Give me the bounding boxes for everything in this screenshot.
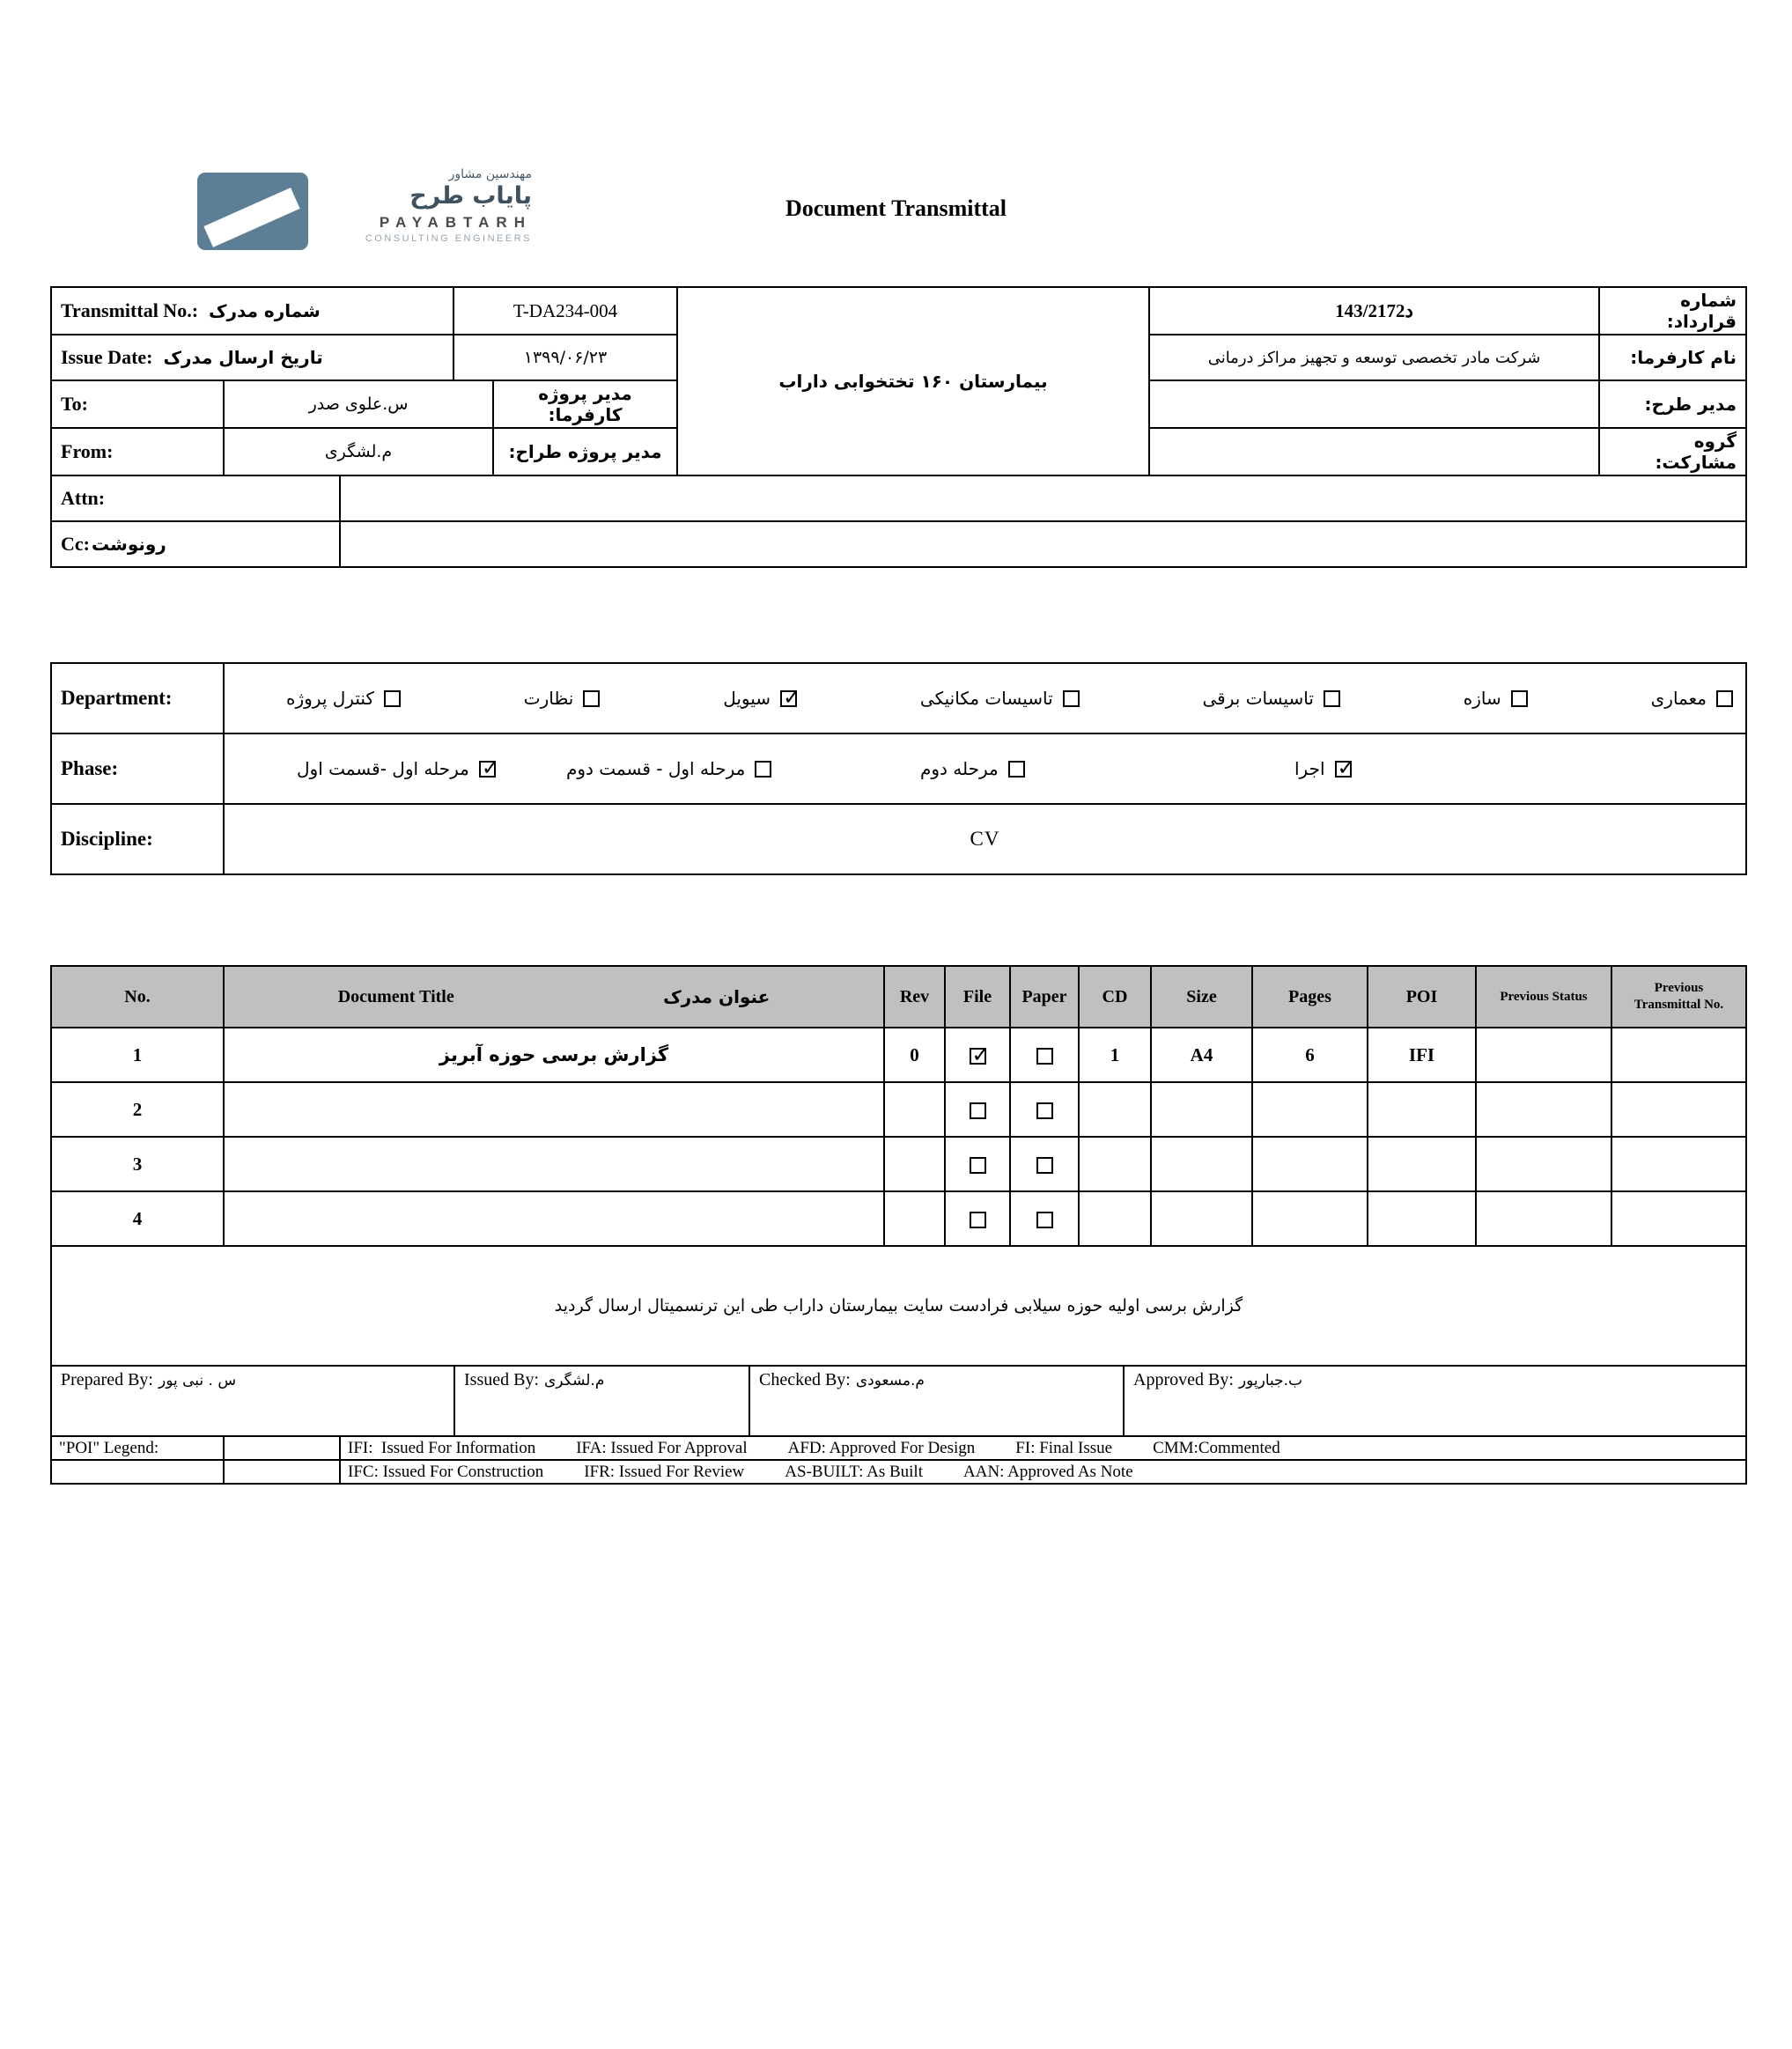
row2-title <box>224 1082 884 1137</box>
approved-by-cell <box>1124 1366 1746 1436</box>
client-name-value: شرکت مادر تخصصی توسعه و تجهیز مراکز درمانی <box>1149 335 1599 380</box>
issued-by-label: Issued By: <box>464 1370 539 1389</box>
documents-header-row <box>51 966 1746 1028</box>
header-poi: POI <box>1368 966 1476 1028</box>
attn-value <box>340 475 1746 521</box>
plan-manager-value <box>1149 380 1599 428</box>
dept-supervision-label: نظارت <box>523 688 574 709</box>
row4-title <box>224 1191 884 1246</box>
contract-no-label: شماره قرارداد: <box>1599 287 1746 335</box>
phase2-label: مرحله دوم <box>920 758 999 779</box>
issue-date-label-en: Issue Date: <box>61 346 153 368</box>
phase1-part2-option <box>566 758 771 779</box>
page-title: Document Transmittal <box>785 195 1007 221</box>
transmittal-no-label-fa: شماره مدرک <box>209 300 321 321</box>
row1-paper-checkbox[interactable] <box>1036 1048 1053 1065</box>
row3-size <box>1151 1137 1252 1191</box>
row1-no: 1 <box>51 1028 224 1082</box>
phase1-part2-label: مرحله اول - قسمت دوم <box>566 758 746 779</box>
row1-size: A4 <box>1151 1028 1252 1082</box>
legend-fi: FI: Final Issue <box>1015 1438 1113 1457</box>
row1-file-cell <box>945 1028 1010 1082</box>
client-pm-label: مدیر پروژه کارفرما: <box>493 380 677 428</box>
row2-previous-status <box>1476 1082 1611 1137</box>
row4-paper-checkbox[interactable] <box>1036 1212 1053 1228</box>
note-row <box>51 1246 1746 1366</box>
signatures-table <box>50 1365 1747 1437</box>
header-title-en: Document Title <box>337 986 454 1006</box>
row3-previous-transmittal <box>1611 1137 1746 1191</box>
row2-file-cell <box>945 1082 1010 1137</box>
prepared-by-value: س . نبی پور <box>158 1372 237 1389</box>
row3-previous-status <box>1476 1137 1611 1191</box>
discipline-value: CV <box>224 804 1746 874</box>
legend-row-1 <box>51 1436 1746 1460</box>
classification-table <box>50 662 1747 875</box>
row2-rev <box>884 1082 945 1137</box>
execution-checkbox[interactable] <box>1335 761 1352 778</box>
transmittal-info-table <box>50 286 1747 568</box>
logo-fa-name: پایاب طرح <box>409 182 532 210</box>
row3-rev <box>884 1137 945 1191</box>
department-label: Department: <box>51 663 224 733</box>
designer-pm-label: مدیر پروژه طراح: <box>493 428 677 475</box>
phase1-part2-checkbox[interactable] <box>755 761 771 778</box>
issued-by-value: م.لشگری <box>544 1372 605 1389</box>
document-row-3 <box>51 1137 1746 1191</box>
project-name: بیمارستان ۱۶۰ تختخوابی داراب <box>677 287 1149 475</box>
document-row-2 <box>51 1082 1746 1137</box>
row4-rev <box>884 1191 945 1246</box>
header-pages: Pages <box>1252 966 1368 1028</box>
row4-size <box>1151 1191 1252 1246</box>
department-options-cell <box>224 663 1746 733</box>
legend-ifr: IFR: Issued For Review <box>584 1462 745 1481</box>
dept-mechanical-option <box>920 688 1080 709</box>
row3-file-cell <box>945 1137 1010 1191</box>
checked-by-value: م.مسعودی <box>855 1372 925 1389</box>
issued-by-cell <box>454 1366 749 1436</box>
header-rev: Rev <box>884 966 945 1028</box>
documents-table <box>50 965 1747 1367</box>
dept-architecture-label: معماری <box>1650 688 1707 709</box>
cc-value <box>340 521 1746 567</box>
phase-label: Phase: <box>51 733 224 804</box>
department-row <box>51 663 1746 733</box>
dept-architecture-checkbox[interactable] <box>1716 690 1733 707</box>
row3-poi <box>1368 1137 1476 1191</box>
dept-structure-checkbox[interactable] <box>1511 690 1528 707</box>
transmittal-note: گزارش برسی اولیه حوزه سیلابی فرادست سایت بیمارستان داراب طی این ترنسمیتال ارسال گردید <box>51 1246 1746 1366</box>
header-file: File <box>945 966 1010 1028</box>
legend-cmm: CMM:Commented <box>1153 1438 1280 1457</box>
dept-project-control-option <box>286 688 401 709</box>
row-attn <box>51 475 1746 521</box>
phase-row <box>51 733 1746 804</box>
row3-title <box>224 1137 884 1191</box>
row1-previous-status <box>1476 1028 1611 1082</box>
row1-rev: 0 <box>884 1028 945 1082</box>
row2-size <box>1151 1082 1252 1137</box>
dept-structure-option <box>1464 688 1528 709</box>
header-document-title <box>224 966 884 1028</box>
prepared-by-label: Prepared By: <box>61 1370 153 1389</box>
legend-ifi: IFI: Issued For Information <box>348 1438 536 1457</box>
row4-previous-transmittal <box>1611 1191 1746 1246</box>
legend-line-1 <box>340 1436 1746 1460</box>
cc-label-fa: رونوشت <box>91 534 166 555</box>
dept-project-control-checkbox[interactable] <box>384 690 401 707</box>
row2-file-checkbox[interactable] <box>970 1102 986 1119</box>
row2-paper-checkbox[interactable] <box>1036 1102 1053 1119</box>
legend-line-2 <box>340 1460 1746 1484</box>
row1-paper-cell <box>1010 1028 1079 1082</box>
dept-electrical-checkbox[interactable] <box>1324 690 1340 707</box>
dept-electrical-label: تاسیسات برقی <box>1202 688 1314 709</box>
row2-poi <box>1368 1082 1476 1137</box>
phase1-part1-label: مرحله اول -قسمت اول <box>297 758 469 779</box>
document-row-4 <box>51 1191 1746 1246</box>
row2-no: 2 <box>51 1082 224 1137</box>
checked-by-cell <box>749 1366 1124 1436</box>
row1-poi: IFI <box>1368 1028 1476 1082</box>
to-value: س.علوی صدر <box>224 380 493 428</box>
header-cd: CD <box>1079 966 1151 1028</box>
row2-previous-transmittal <box>1611 1082 1746 1137</box>
row3-pages <box>1252 1137 1368 1191</box>
row1-file-checkbox[interactable] <box>970 1048 986 1065</box>
transmittal-no-value: T-DA234-004 <box>454 287 677 335</box>
dept-civil-option <box>723 688 797 709</box>
phase2-option <box>920 758 1025 779</box>
dept-project-control-label: کنترل پروژه <box>286 688 374 709</box>
header-title-fa: عنوان مدرک <box>663 986 771 1007</box>
phase2-checkbox[interactable] <box>1008 761 1025 778</box>
cc-label-cell <box>51 521 340 567</box>
row4-cd <box>1079 1191 1151 1246</box>
issue-date-value: ۱۳۹۹/۰۶/۲۳ <box>454 335 677 380</box>
document-row-1 <box>51 1028 1746 1082</box>
discipline-row <box>51 804 1746 874</box>
poi-legend-table <box>50 1435 1747 1485</box>
row3-paper-checkbox[interactable] <box>1036 1157 1053 1174</box>
row4-poi <box>1368 1191 1476 1246</box>
row4-pages <box>1252 1191 1368 1246</box>
row1-previous-transmittal <box>1611 1028 1746 1082</box>
row1-cd: 1 <box>1079 1028 1151 1082</box>
logo-en-subtitle: CONSULTING ENGINEERS <box>365 233 532 244</box>
partnership-label: گروه مشارکت: <box>1599 428 1746 475</box>
row4-file-cell <box>945 1191 1010 1246</box>
dept-electrical-option <box>1203 688 1340 709</box>
row3-no: 3 <box>51 1137 224 1191</box>
logo-fa-small: مهندسین مشاور <box>448 167 532 181</box>
client-name-label: نام کارفرما: <box>1599 335 1746 380</box>
row2-cd <box>1079 1082 1151 1137</box>
legend-spacer-1 <box>224 1436 340 1460</box>
row3-paper-cell <box>1010 1137 1079 1191</box>
transmittal-no-label-cell <box>51 287 454 335</box>
phase-options-cell <box>224 733 1746 804</box>
from-label: From: <box>51 428 224 475</box>
legend-spacer-2 <box>51 1460 224 1484</box>
issue-date-label-cell <box>51 335 454 380</box>
row2-pages <box>1252 1082 1368 1137</box>
header-paper: Paper <box>1010 966 1079 1028</box>
dept-civil-label: سیویل <box>723 688 771 709</box>
row4-file-checkbox[interactable] <box>970 1212 986 1228</box>
dept-mechanical-checkbox[interactable] <box>1063 690 1080 707</box>
row3-cd <box>1079 1137 1151 1191</box>
from-value: م.لشگری <box>224 428 493 475</box>
row3-file-checkbox[interactable] <box>970 1157 986 1174</box>
row-transmittal-no <box>51 287 1746 335</box>
row-cc <box>51 521 1746 567</box>
header-size: Size <box>1151 966 1252 1028</box>
legend-ifa: IFA: Issued For Approval <box>576 1438 748 1457</box>
header-previous-transmittal: Previous Transmittal No. <box>1611 966 1746 1028</box>
row1-title: گزارش برسی حوزه آبریز <box>224 1028 884 1082</box>
logo-en-name: PAYABTARH <box>379 214 532 231</box>
contract-no-value: 143/2172د <box>1149 287 1599 335</box>
execution-label: اجرا <box>1294 758 1325 779</box>
row1-pages: 6 <box>1252 1028 1368 1082</box>
discipline-label: Discipline: <box>51 804 224 874</box>
legend-row-2 <box>51 1460 1746 1484</box>
approved-by-value: ب.جبارپور <box>1238 1372 1303 1389</box>
dept-architecture-option <box>1651 688 1733 709</box>
transmittal-no-label-en: Transmittal No.: <box>61 299 199 321</box>
legend-ifc: IFC: Issued For Construction <box>348 1462 544 1481</box>
header-no: No. <box>51 966 224 1028</box>
dept-structure-label: سازه <box>1463 688 1501 709</box>
dept-supervision-checkbox[interactable] <box>583 690 600 707</box>
plan-manager-label: مدیر طرح: <box>1599 380 1746 428</box>
partnership-value <box>1149 428 1599 475</box>
issue-date-label-fa: تاریخ ارسال مدرک <box>163 347 323 368</box>
legend-aan: AAN: Approved As Note <box>963 1462 1133 1481</box>
execution-option <box>1294 758 1352 779</box>
dept-supervision-option <box>524 688 601 709</box>
attn-label: Attn: <box>51 475 340 521</box>
phase1-part1-checkbox[interactable] <box>479 761 496 778</box>
cc-label-en: Cc: <box>61 533 90 555</box>
row4-no: 4 <box>51 1191 224 1246</box>
checked-by-label: Checked By: <box>759 1370 851 1389</box>
prepared-by-cell <box>51 1366 454 1436</box>
legend-spacer-3 <box>224 1460 340 1484</box>
row4-previous-status <box>1476 1191 1611 1246</box>
row4-paper-cell <box>1010 1191 1079 1246</box>
signatures-row <box>51 1366 1746 1436</box>
header-previous-status: Previous Status <box>1476 966 1611 1028</box>
dept-mechanical-label: تاسیسات مکانیکی <box>919 688 1053 709</box>
legend-afd: AFD: Approved For Design <box>787 1438 976 1457</box>
approved-by-label: Approved By: <box>1133 1370 1234 1389</box>
legend-asbuilt: AS-BUILT: As Built <box>785 1462 923 1481</box>
to-label: To: <box>51 380 224 428</box>
poi-legend-label: "POI" Legend: <box>51 1436 224 1460</box>
row2-paper-cell <box>1010 1082 1079 1137</box>
phase1-part1-option <box>297 758 496 779</box>
dept-civil-checkbox[interactable] <box>780 690 797 707</box>
